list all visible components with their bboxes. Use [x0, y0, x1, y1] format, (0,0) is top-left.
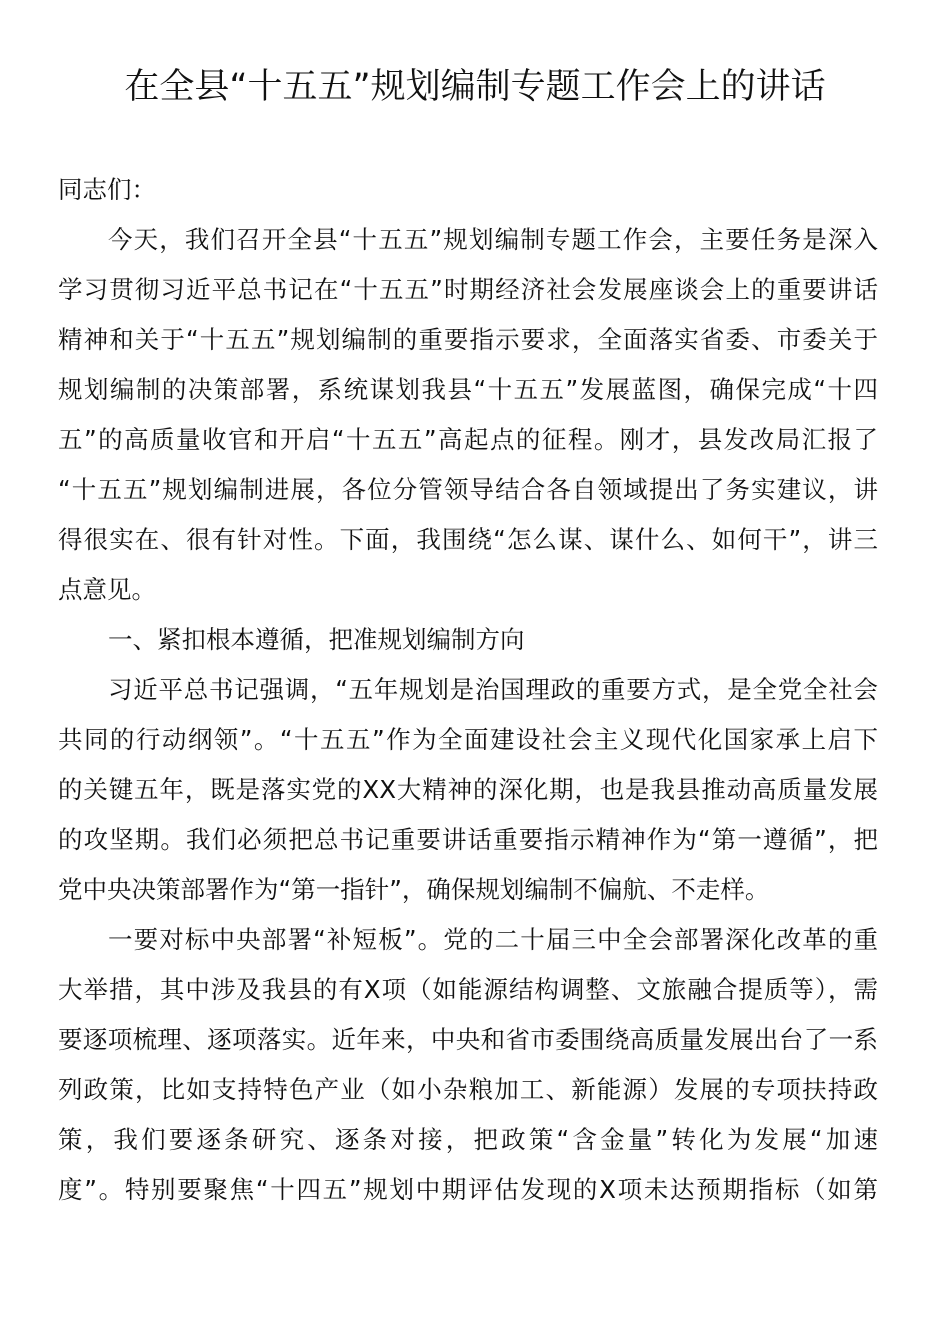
paragraph-line: 一要对标中央部署“补短板”。党的二十届三中全会部署深化改革的重: [108, 925, 878, 954]
paragraph-line: 的攻坚期。我们必须把总书记重要讲话重要指示精神作为“第一遵循”，把: [58, 825, 878, 854]
greeting: 同志们：: [58, 175, 156, 204]
paragraph-line: 的关键五年，既是落实党的XX大精神的深化期，也是我县推动高质量发展: [58, 775, 878, 804]
paragraph-line: 精神和关于“十五五”规划编制的重要指示要求，全面落实省委、市委关于: [58, 325, 878, 354]
document-title: 在全县“十五五”规划编制专题工作会上的讲话: [124, 67, 826, 107]
paragraph-line: 度”。特别要聚焦“十四五”规划中期评估发现的X项未达预期指标（如第: [58, 1175, 878, 1204]
document-body: [58, 165, 878, 1215]
paragraph-line: 列政策，比如支持特色产业（如小杂粮加工、新能源）发展的专项扶持政: [58, 1075, 878, 1104]
paragraph-line: 点意见。: [58, 575, 156, 604]
paragraph-line: 党中央决策部署作为“第一指针”，确保规划编制不偏航、不走样。: [58, 875, 770, 904]
paragraph-line: 规划编制的决策部署，系统谋划我县“十五五”发展蓝图，确保完成“十四: [58, 375, 878, 404]
paragraph-line: 五”的高质量收官和开启“十五五”高起点的征程。刚才，县发改局汇报了: [58, 425, 878, 454]
paragraph-line: 习近平总书记强调，“五年规划是治国理政的重要方式，是全党全社会: [108, 675, 878, 704]
section-heading: 一、紧扣根本遵循，把准规划编制方向: [108, 625, 525, 654]
paragraph-line: 大举措，其中涉及我县的有X项（如能源结构调整、文旅融合提质等），需: [58, 975, 878, 1004]
paragraph-line: 得很实在、很有针对性。下面，我围绕“怎么谋、谋什么、如何干”，讲三: [58, 525, 878, 554]
paragraph-line: 要逐项梳理、逐项落实。近年来，中央和省市委围绕高质量发展出台了一系: [58, 1025, 878, 1054]
paragraph-line: “十五五”规划编制进展，各位分管领导结合各自领域提出了务实建议，讲: [58, 475, 878, 504]
paragraph-line: 学习贯彻习近平总书记在“十五五”时期经济社会发展座谈会上的重要讲话: [58, 275, 878, 304]
paragraph-line: 今天，我们召开全县“十五五”规划编制专题工作会，主要任务是深入: [108, 225, 878, 254]
paragraph-line: 策，我们要逐条研究、逐条对接，把政策“含金量”转化为发展“加速: [58, 1125, 878, 1154]
paragraph-line: 共同的行动纲领”。“十五五”作为全面建设社会主义现代化国家承上启下: [58, 725, 878, 754]
